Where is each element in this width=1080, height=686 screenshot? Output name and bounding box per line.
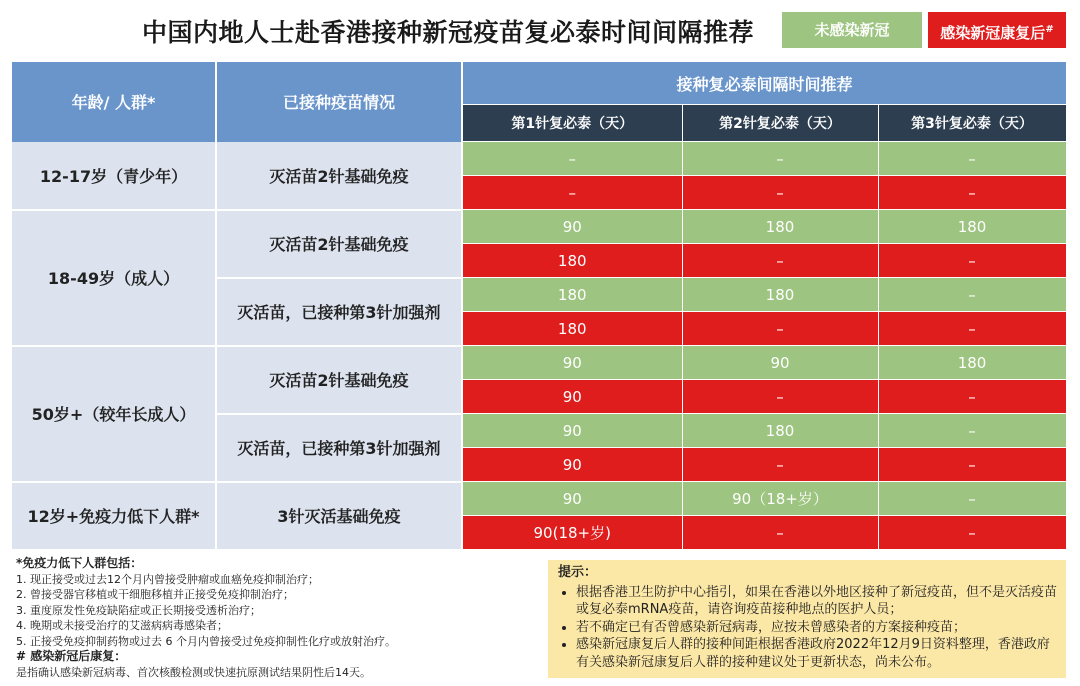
table-row: [12, 142, 1066, 176]
tip-item: • 根据香港卫生防护中心指引，如果在香港以外地区接种了新冠疫苗，但不是灭活疫苗或复必泰mRNA疫苗，请咨询疫苗接种地点的医护人员；: [576, 584, 1058, 619]
recovered-definition: 是指确认感染新冠病毒、首次核酸检测或快速抗原测试结果阴性后14天。: [16, 665, 371, 679]
legend-recovered: [928, 12, 1066, 48]
cell-uninfected: 180: [878, 210, 1066, 244]
cell-uninfected: 90: [682, 346, 878, 380]
col-header-dose1: 第1针复必泰（天）: [462, 105, 682, 142]
tips-box: [548, 560, 1066, 678]
cell-uninfected: –: [462, 142, 682, 176]
immuno-item: 3. 重度原发性免疫缺陷症或正长期接受透析治疗；: [16, 603, 261, 617]
legend-recovered-mark: #: [1045, 24, 1054, 35]
cell-uninfected: –: [682, 142, 878, 176]
vaccine-status: 灭活苗2针基础免疫: [216, 346, 462, 414]
cell-recovered: 90: [462, 448, 682, 482]
cell-recovered: 180: [462, 312, 682, 346]
vaccine-status: 3针灭活基础免疫: [216, 482, 462, 550]
col-header-interval: 接种复必泰间隔时间推荐: [462, 62, 1066, 105]
page-title: 中国内地人士赴香港接种新冠疫苗复必泰时间间隔推荐: [142, 18, 755, 47]
legend-uninfected: 未感染新冠: [782, 12, 922, 48]
cell-uninfected: 90: [462, 482, 682, 516]
age-group-label: 50岁+（较年长成人）: [12, 346, 216, 482]
cell-recovered: –: [878, 516, 1066, 550]
vaccine-status: 灭活苗2针基础免疫: [216, 210, 462, 278]
cell-recovered: –: [682, 448, 878, 482]
col-header-dose2: 第2针复必泰（天）: [682, 105, 878, 142]
cell-recovered: –: [878, 448, 1066, 482]
immuno-item: 5. 正接受免疫抑制药物或过去 6 个月内曾接受过免疫抑制性化疗或放射治疗。: [16, 634, 396, 648]
immuno-item: 2. 曾接受器官移植或干细胞移植并正接受免疫抑制治疗；: [16, 588, 294, 601]
cell-recovered: –: [878, 312, 1066, 346]
cell-uninfected: 90: [462, 346, 682, 380]
cell-uninfected: 90（18+岁）: [682, 482, 878, 516]
cell-recovered: –: [462, 176, 682, 210]
cell-recovered: 90: [462, 380, 682, 414]
cell-recovered: 90(18+岁): [462, 516, 682, 550]
cell-recovered: –: [682, 516, 878, 550]
cell-uninfected: 180: [682, 414, 878, 448]
interval-table: [12, 62, 1067, 551]
tip-item: • 若不确定已有否曾感染新冠病毒，应按未曾感染者的方案接种疫苗；: [576, 619, 1058, 637]
tip-item: • 感染新冠康复后人群的接种间距根据香港政府2022年12月9日资料整理，香港政府有关感染新冠康复后人群的接种建议处于更新状态，尚未公布。: [576, 636, 1058, 671]
immuno-heading: *免疫力低下人群包括：: [16, 556, 143, 570]
cell-uninfected: 180: [682, 210, 878, 244]
immuno-item: 4. 晚期或未接受治疗的艾滋病病毒感染者；: [16, 619, 228, 632]
age-group-label: 12岁+免疫力低下人群*: [12, 482, 216, 550]
cell-uninfected: –: [878, 482, 1066, 516]
cell-uninfected: 90: [462, 414, 682, 448]
recovered-heading: # 感染新冠后康复：: [16, 649, 127, 663]
cell-uninfected: 90: [462, 210, 682, 244]
table-row: [12, 482, 1066, 516]
cell-uninfected: 180: [462, 278, 682, 312]
cell-recovered: –: [682, 244, 878, 278]
col-header-dose3: 第3针复必泰（天）: [878, 105, 1066, 142]
header: [0, 0, 1080, 60]
tips-heading: 提示：: [558, 565, 598, 580]
vaccine-status: 灭活苗2针基础免疫: [216, 142, 462, 210]
col-header-age: 年龄/ 人群*: [12, 62, 216, 142]
tips-list: [558, 584, 1058, 672]
legend-recovered-label: 感染新冠康复后: [940, 24, 1046, 42]
immuno-item: 1. 现正接受或过去12个月内曾接受肿瘤或血癌免疫抑制治疗；: [16, 572, 319, 586]
vaccine-status: 灭活苗，已接种第3针加强剂: [216, 278, 462, 346]
cell-recovered: –: [682, 176, 878, 210]
cell-uninfected: –: [878, 414, 1066, 448]
footnotes: [16, 556, 546, 680]
cell-recovered: –: [878, 176, 1066, 210]
cell-uninfected: –: [878, 142, 1066, 176]
cell-recovered: –: [878, 380, 1066, 414]
cell-uninfected: –: [878, 278, 1066, 312]
vaccine-status: 灭活苗，已接种第3针加强剂: [216, 414, 462, 482]
cell-uninfected: 180: [878, 346, 1066, 380]
cell-recovered: 180: [462, 244, 682, 278]
age-group-label: 18-49岁（成人）: [12, 210, 216, 346]
cell-recovered: –: [878, 244, 1066, 278]
table-row: [12, 346, 1066, 380]
table-row: [12, 210, 1066, 244]
age-group-label: 12-17岁（青少年）: [12, 142, 216, 210]
cell-uninfected: 180: [682, 278, 878, 312]
cell-recovered: –: [682, 312, 878, 346]
cell-recovered: –: [682, 380, 878, 414]
col-header-vaccine: 已接种疫苗情况: [216, 62, 462, 142]
